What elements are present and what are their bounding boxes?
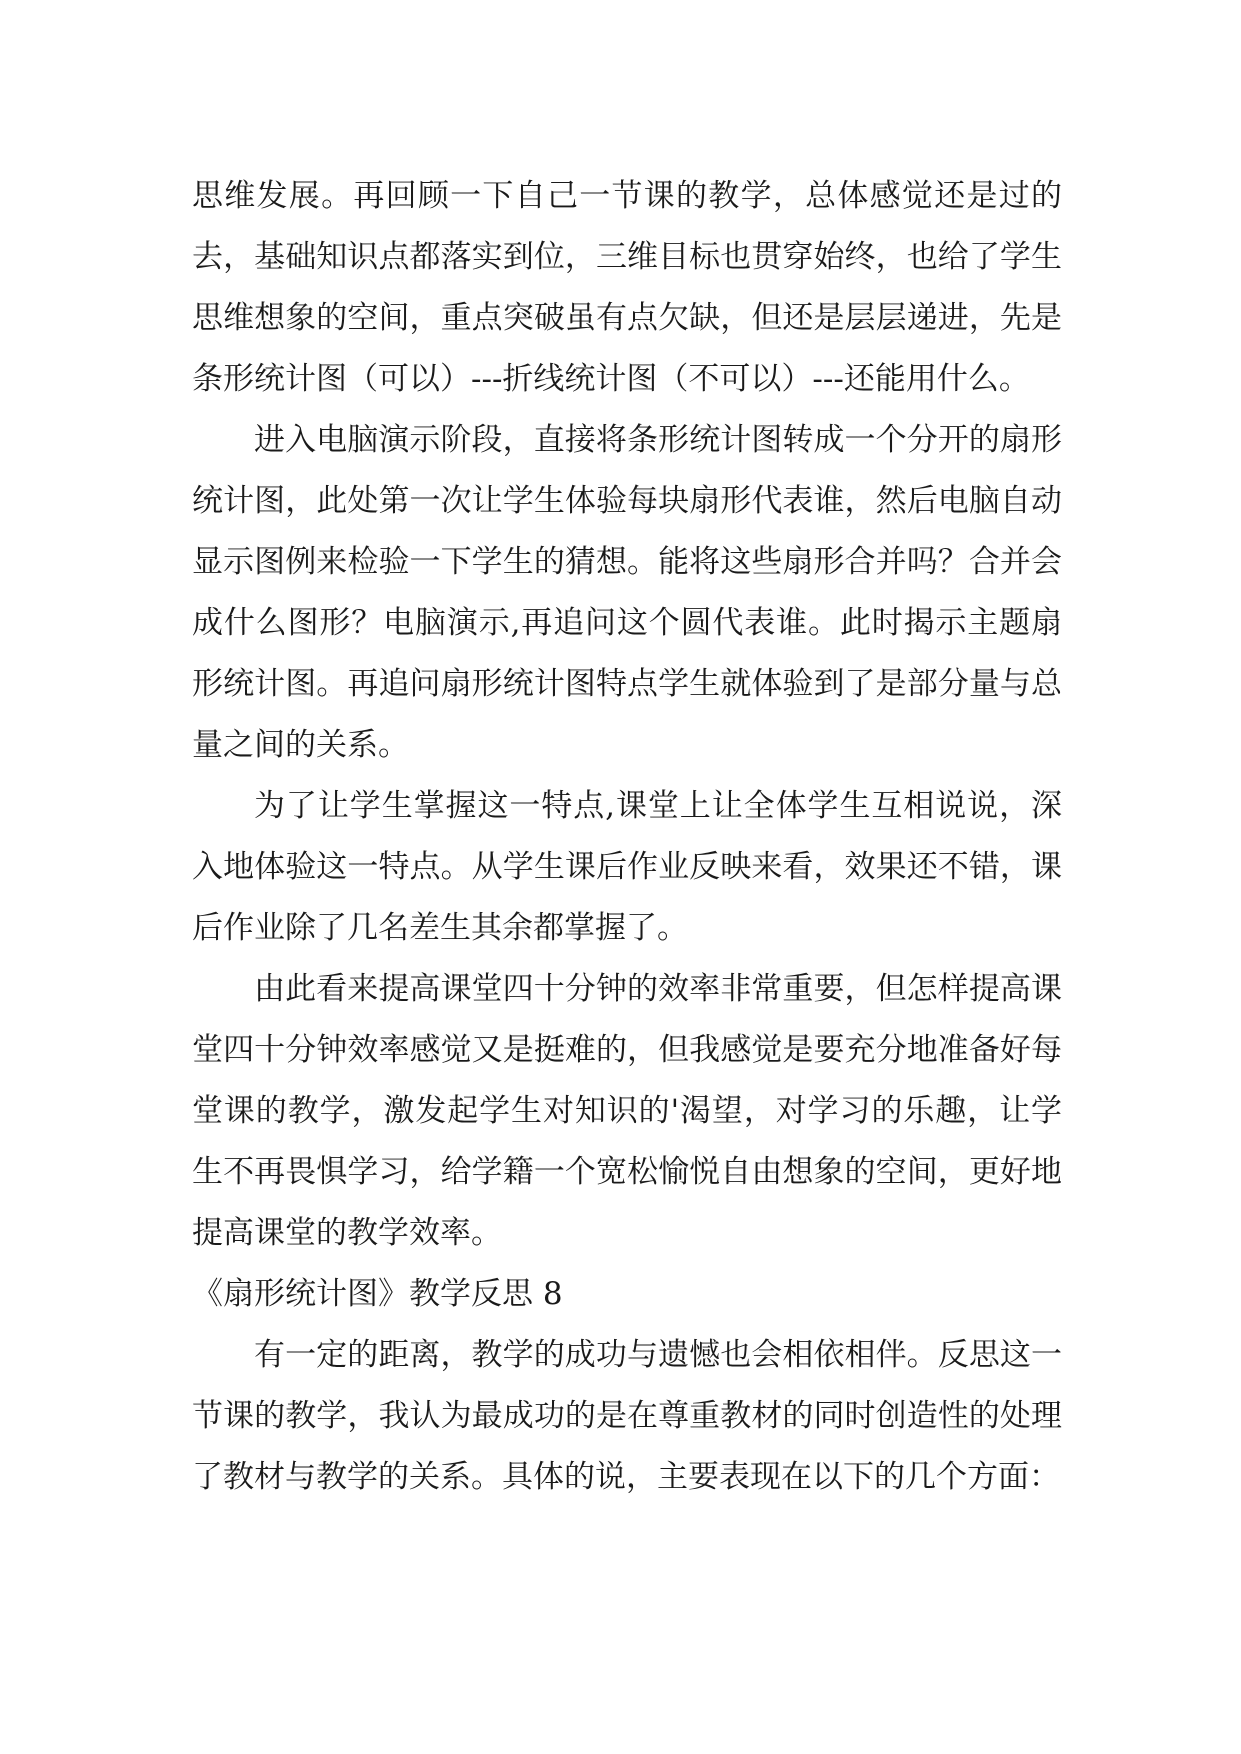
paragraph-5: 有一定的距离，教学的成功与遗憾也会相依相伴。反思这一节课的教学，我认为最成功的是在尊重教材的同时创造性的处理了教材与教学的关系。具体的说，主要表现在以下的几个方面： — [192, 1337, 1062, 1495]
paragraph-3: 为了让学生掌握这一特点,课堂上让全体学生互相说说，深入地体验这一特点。从学生课后作业反映来看，效果还不错，课后作业除了几名差生其余都掌握了。 — [192, 788, 1062, 946]
paragraph-2: 进入电脑演示阶段，直接将条形统计图转成一个分开的扇形统计图，此处第一次让学生体验每块扇形代表谁，然后电脑自动显示图例来检验一下学生的猜想。能将这些扇形合并吗？合并会成什么图形？电脑演示,再追问这个圆代表谁。此时揭示主题扇形统计图。再追问扇形统计图特点学生就体验到了是部分量与总量之间的关系。 — [192, 422, 1062, 763]
document-page — [192, 166, 1062, 1508]
section-title: 《扇形统计图》教学反思 8 — [192, 1276, 563, 1312]
paragraph-1: 思维发展。再回顾一下自己一节课的教学，总体感觉还是过的去，基础知识点都落实到位，三维目标也贯穿始终，也给了学生思维想象的空间，重点突破虽有点欠缺，但还是层层递进，先是条形统计图（可以）---折线统计图（不可以）---还能用什么。 — [192, 178, 1062, 397]
paragraph-4: 由此看来提高课堂四十分钟的效率非常重要，但怎样提高课堂四十分钟效率感觉又是挺难的，但我感觉是要充分地准备好每堂课的教学，激发起学生对知识的'渴望，对学习的乐趣，让学生不再畏惧学习，给学籍一个宽松愉悦自由想象的空间，更好地提高课堂的教学效率。 — [192, 971, 1062, 1251]
